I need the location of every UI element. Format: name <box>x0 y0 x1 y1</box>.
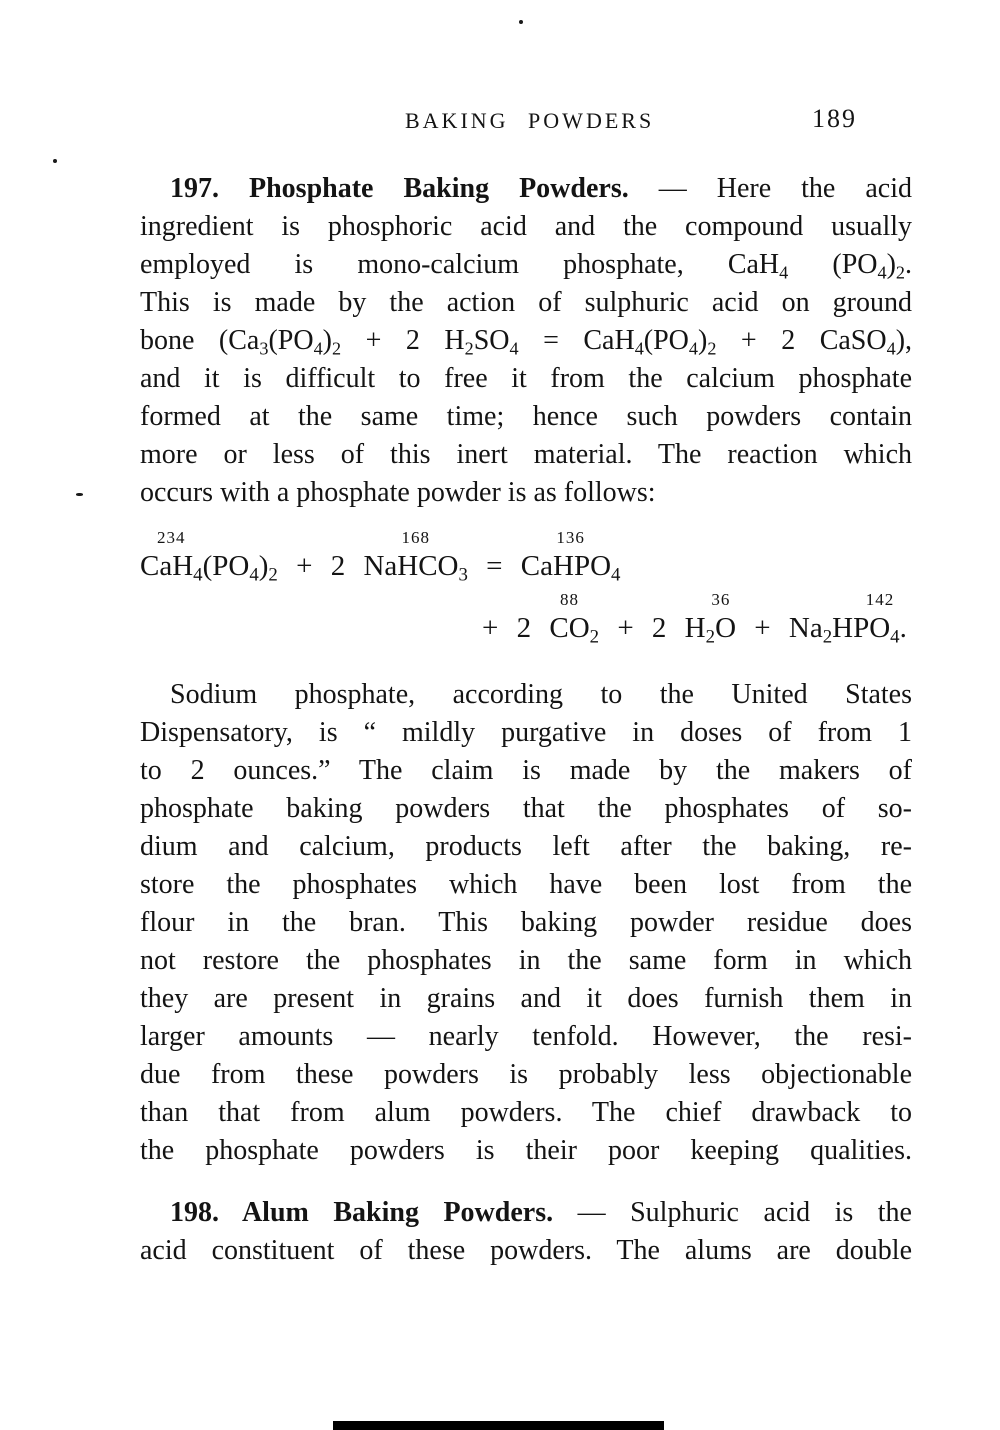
text-line: dium and calcium, products left after the baking, re- <box>140 831 912 862</box>
equation-term: 142 $PO_4$. <box>853 590 907 648</box>
text-line: and it is difficult to free it from the calcium phosphate <box>140 363 912 394</box>
text-line: flour in the bran. This baking powder residue does <box>140 907 912 938</box>
scan-gutter-bar <box>333 1421 664 1430</box>
molecular-weight-label: 136 <box>556 528 585 547</box>
molecular-weight-label: 142 <box>865 590 895 609</box>
text-line: acid constituent of these powders. The alums are double <box>140 1235 912 1266</box>
equation-term: = <box>467 550 521 582</box>
text-line: 197. Phosphate Baking Powders. — Here the acid <box>170 173 912 204</box>
text-line: Dispensatory, is “ mildly purgative in doses of from 1 <box>140 717 912 748</box>
text-line: 198. Alum Baking Powders. — Sulphuric acid is the <box>170 1197 912 1228</box>
text-line: ingredient is phosphoric acid and the compound usually <box>140 211 912 242</box>
equation-term: 136 CaHPO$_4$ <box>520 528 621 586</box>
text-line: occurs with a phosphate powder is as follows: <box>140 477 656 508</box>
text-line: employed is mono-calcium phosphate, CaH$_4$ $(PO_4)_2$. <box>140 249 913 283</box>
equation-term: + 2 <box>482 612 550 644</box>
text-line: Sodium phosphate, according to the United States <box>170 679 912 710</box>
text-line: bone ($Ca_3(PO_4)_2 + 2$ $H_2SO_4 = CaH_4(PO_4)_2 + 2$ CaSO$_4$), <box>140 325 913 359</box>
paragraph-198-alum-baking-powders <box>140 1194 912 1270</box>
molecular-weight-label: 234 <box>157 528 186 547</box>
scan-speck-left-margin-2 <box>76 493 83 496</box>
scan-speck-left-margin-1 <box>53 159 57 163</box>
paragraph-197-phosphate-baking-powders <box>140 170 912 512</box>
equation-term: 168 NaHCO$_3$ <box>363 528 468 586</box>
text-line: more or less of this inert material. The reaction which <box>140 439 912 470</box>
text-line: than that from alum powders. The chief drawback to <box>140 1097 912 1128</box>
equation-term: 88 CO <box>549 590 590 644</box>
text-line: not restore the phosphates in the same form in which <box>140 945 912 976</box>
page-number: 189 <box>812 104 857 133</box>
text-line: to 2 ounces.” The claim is made by the makers of <box>140 755 912 786</box>
equation-term: $_2$ + 2 H <box>589 612 706 648</box>
text-line: This is made by the action of sulphuric acid on ground <box>140 287 912 318</box>
text-line: store the phosphates which have been lost from the <box>140 869 912 900</box>
text-line: they are present in grains and it does furnish them in <box>140 983 912 1014</box>
paragraph-sodium-phosphate <box>140 676 912 1170</box>
equation-line-2 <box>482 590 907 648</box>
molecular-weight-label: 168 <box>401 528 430 547</box>
molecular-weight-label: 36 <box>711 590 731 609</box>
equation-term: $(PO_4)_2 + 2$ <box>202 550 364 586</box>
text-line: formed at the same time; hence such powders contain <box>140 401 912 432</box>
running-header-title: BAKING POWDERS <box>405 108 655 133</box>
text-line: phosphate baking powders that the phosphates of so- <box>140 793 912 824</box>
equation-term: 234 CaH$_4$ <box>140 528 203 586</box>
equation-line-1 <box>140 528 621 586</box>
scan-speck-top <box>519 20 523 24</box>
equation-term: + $Na_2H$ <box>736 612 854 648</box>
text-line: due from these powders is probably less objectionable <box>140 1059 912 1090</box>
molecular-weight-label: 88 <box>560 590 579 609</box>
equation-term: 36 $_2$O <box>705 590 737 648</box>
text-line: larger amounts — nearly tenfold. However, the resi- <box>140 1021 912 1052</box>
text-line: the phosphate powders is their poor keeping qualities. <box>140 1135 912 1166</box>
